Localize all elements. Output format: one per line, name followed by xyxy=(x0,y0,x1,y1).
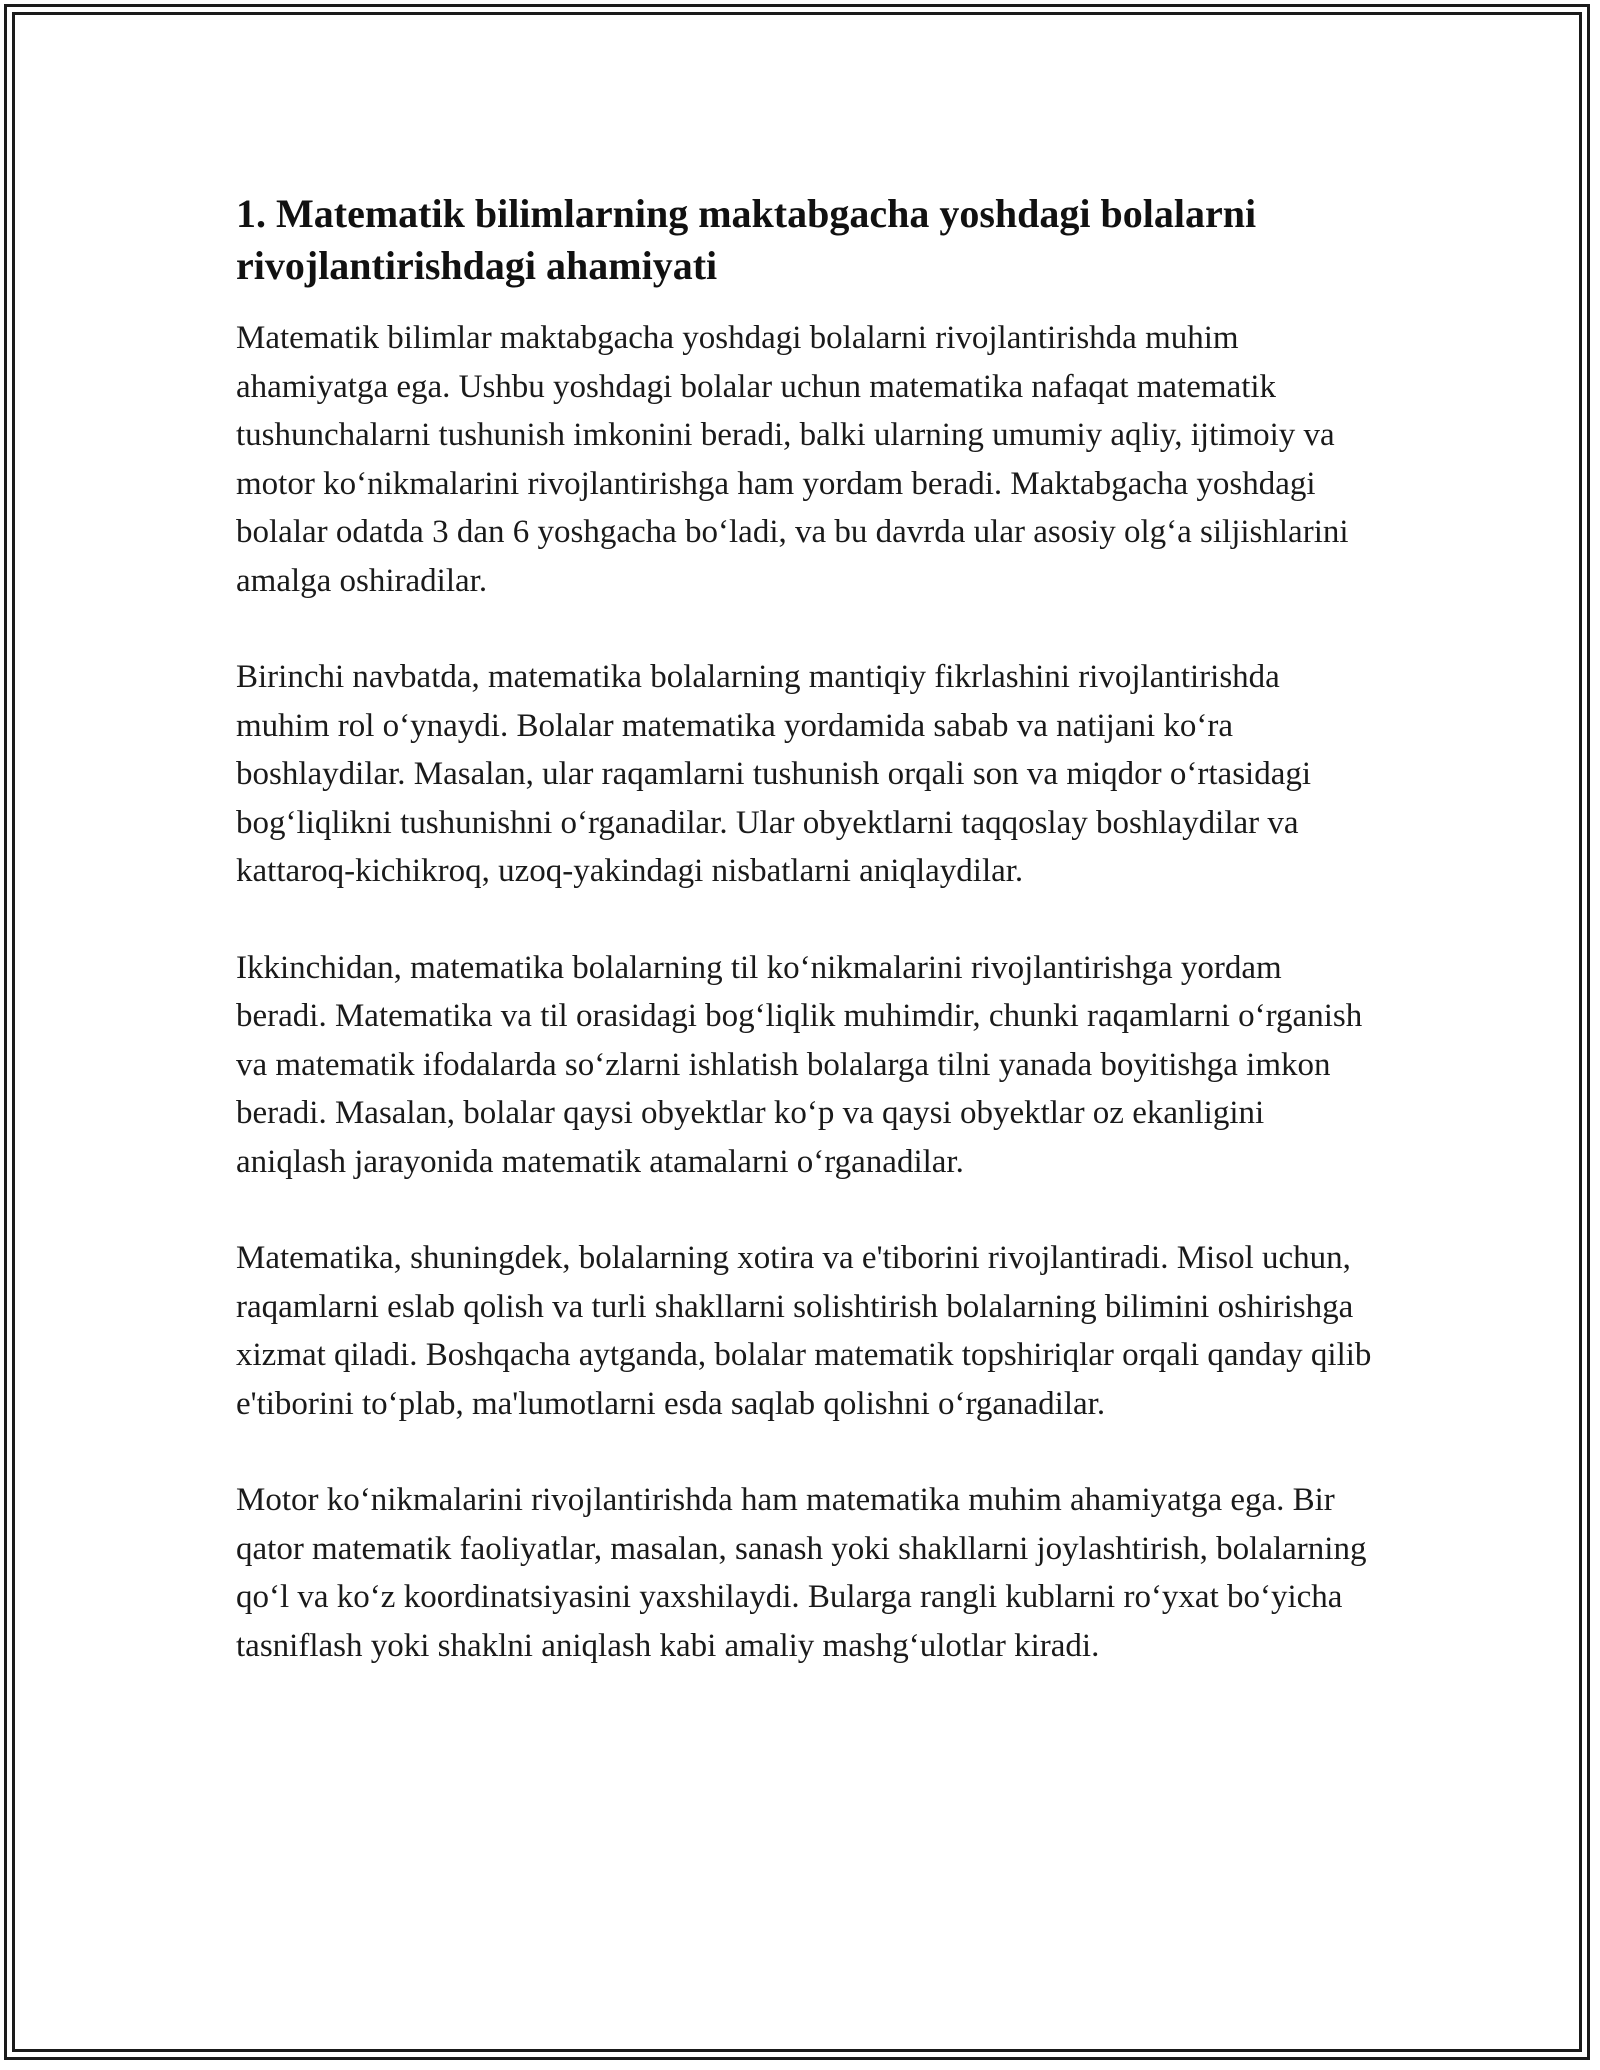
paragraph-1: Matematik bilimlar maktabgacha yoshdagi bolalarni rivojlantirishda muhim ahamiyatga ega. Ushbu yoshdagi bolalar uchun matematika nafaqat matematik tushunchalarni tushunish imkonini beradi, balki ularning umumiy aqliy, ijtimoiy va motor koʻnikmalarini rivojlantirishga ham yordam beradi. Maktabgacha yoshdagi bolalar odatda 3 dan 6 yoshgacha boʻladi, va bu davrda ular asosiy olgʻa siljishlarini amalga oshiradilar. xyxy=(236,320,1349,599)
paragraph-5: Motor koʻnikmalarini rivojlantirishda ham matematika muhim ahamiyatga ega. Bir qator matematik faoliyatlar, masalan, sanash yoki shakllarni joylashtirish, bolalarning qoʻl va koʻz koordinatsiyasini yaxshilaydi. Bularga rangli kublarni roʻyxat boʻyicha tasniflash yoki shaklni aniqlash kabi amaliy mashgʻulotlar kiradi. xyxy=(236,1482,1367,1664)
paragraph-3: Ikkinchidan, matematika bolalarning til koʻnikmalarini rivojlantirishga yordam beradi. Matematika va til orasidagi bogʻliqlik muhimdir, chunki raqamlarni oʻrganish va matematik ifodalarda soʻzlarni ishlatish bolalarga tilni yanada boyitishga imkon beradi. Masalan, bolalar qaysi obyektlar koʻp va qaysi obyektlar oz ekanligini aniqlash jarayonida matematik atamalarni oʻrganadilar. xyxy=(236,949,1363,1180)
paragraph-4: Matematika, shuningdek, bolalarning xotira va e'tiborini rivojlantiradi. Misol uchun, raqamlarni eslab qolish va turli shakllarni solishtirish bolalarning bilimini oshirishga xizmat qiladi. Boshqacha aytganda, bolalar matematik topshiriqlar orqali qanday qilib e'tiborini toʻplab, ma'lumotlarni esda saqlab qolishni oʻrganadilar. xyxy=(236,1240,1372,1422)
paragraph-2: Birinchi navbatda, matematika bolalarning mantiqiy fikrlashini rivojlantirishda muhim rol oʻynaydi. Bolalar matematika yordamida sabab va natijani koʻra boshlaydilar. Masalan, ular raqamlarni tushunish orqali son va miqdor oʻrtasidagi bogʻliqlikni tushunishni oʻrganadilar. Ular obyektlarni taqqoslay boshlaydilar va kattaroq-kichikroq, uzoq-yakindagi nisbatlarni aniqlaydilar. xyxy=(236,659,1312,889)
document-title: 1. Matematik bilimlarning maktabgacha yoshdagi bolalarni rivojlantirishdagi ahamiyati xyxy=(236,191,1257,288)
document-body xyxy=(236,188,1376,1670)
